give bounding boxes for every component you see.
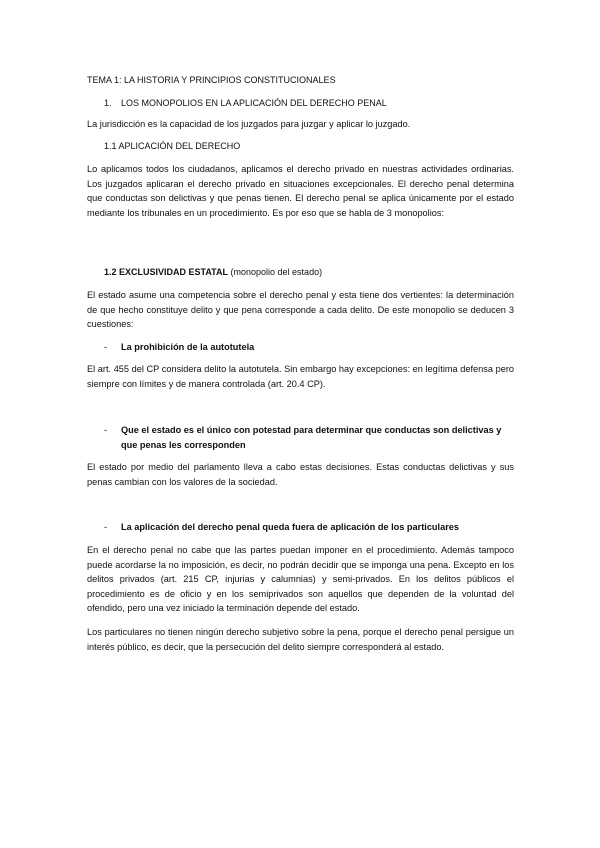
section-1-2-heading-rest: (monopolio del estado)	[228, 267, 323, 277]
bullet-dash: -	[104, 425, 108, 435]
bullet-title: La prohibición de la autotutela	[121, 342, 255, 352]
bullet-paragraph: El art. 455 del CP considera delito la autotutela. Sin embargo hay excepciones: en legítima defensa pero siempre con límites y de manera controlada (art. 20.4 CP).	[87, 364, 514, 389]
bullet-dash: -	[104, 522, 108, 532]
bullet-title: Que el estado es el único con potestad para determinar que conductas son delictivas y que penas les corresponden	[121, 425, 502, 450]
bullet-item	[104, 340, 514, 355]
bullet-title: La aplicación del derecho penal queda fuera de aplicación de los particulares	[121, 522, 460, 532]
bullet-paragraph: El estado por medio del parlamento lleva a cabo estas decisiones. Estas conductas delictivas y sus penas cambian con los valores de la sociedad.	[87, 462, 514, 487]
section-1-1-paragraph: Lo aplicamos todos los ciudadanos, aplicamos el derecho privado en nuestras actividades ordinarias. Los juzgados aplicaran el derecho privado en situaciones excepcionales. El derecho penal determina que conductas son delictivas y que penas tienen. El derecho penal se aplica únicamente por el estado mediante los tribunales en un procedimiento. Es por eso que se habla de 3 monopolios:	[87, 164, 514, 218]
section-1-2-heading-bold: 1.2 EXCLUSIVIDAD ESTATAL	[104, 267, 229, 277]
bullet-item	[104, 520, 514, 535]
document-title: TEMA 1: LA HISTORIA Y PRINCIPIOS CONSTITUCIONALES	[87, 75, 336, 85]
section-1-1-heading: 1.1 APLICACIÓN DEL DERECHO	[104, 141, 241, 151]
section-1-2-paragraph: El estado asume una competencia sobre el derecho penal y esta tiene dos vertientes: la determinación de que hecho constituye delito y que pena corresponde a cada delito. De este monopolio se deducen 3 cuestiones:	[87, 290, 514, 330]
bullet-dash: -	[104, 342, 108, 352]
section-1-heading-text: LOS MONOPOLIOS EN LA APLICACIÓN DEL DERECHO PENAL	[121, 98, 387, 108]
bullet-paragraph: En el derecho penal no cabe que las partes puedan imponer en el procedimiento. Además tampoco puede acordarse la no imposición, es decir, no podrán decidir que se imponga una pena. Excepto en los delitos privados (art. 215 CP, injurias y calumnias) y semi-privados. En los delitos públicos el procedimiento es de oficio y en los semiprivados son aquellos que dependen de la voluntad del ofendido, pero una vez iniciado la terminación depende del estado.	[87, 545, 514, 614]
section-1-heading	[104, 96, 387, 111]
section-1-number: 1.	[104, 98, 112, 108]
section-1-intro: La jurisdicción es la capacidad de los juzgados para juzgar y aplicar lo juzgado.	[87, 119, 411, 129]
closing-paragraph: Los particulares no tienen ningún derecho subjetivo sobre la pena, porque el derecho penal persigue un interés público, es decir, que la persecución del delito siempre corresponderá al estado.	[87, 627, 514, 652]
section-1-2-heading	[104, 265, 322, 280]
bullet-item	[104, 423, 514, 452]
